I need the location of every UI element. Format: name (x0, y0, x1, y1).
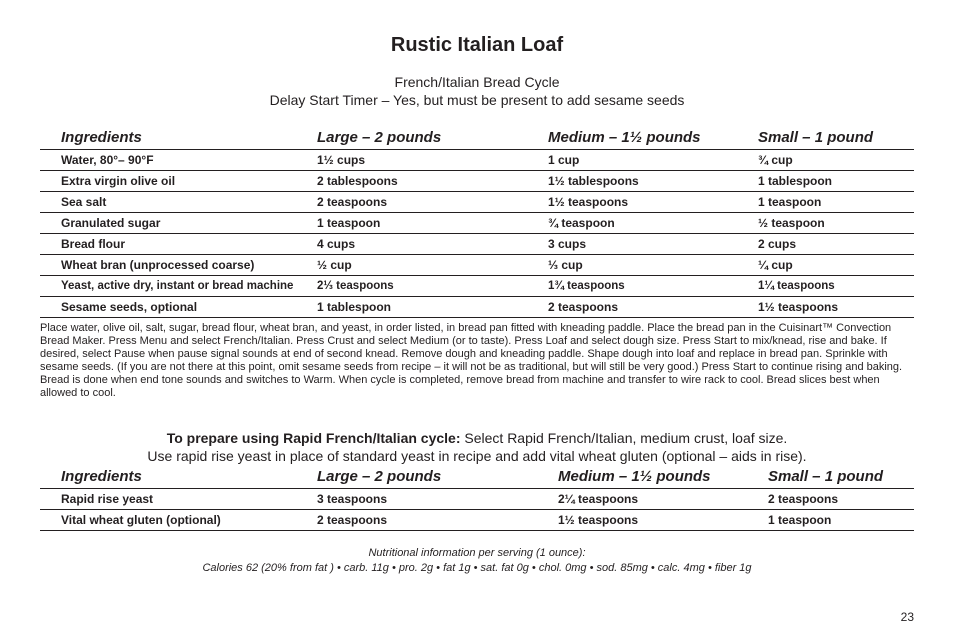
cycle-line: French/Italian Bread Cycle (394, 74, 560, 90)
cell: 2⅓ teaspoons (296, 276, 527, 297)
cell: ½ teaspoon (737, 213, 914, 234)
table-row (40, 510, 914, 531)
table-row (40, 489, 914, 510)
table-row (40, 150, 914, 171)
cell: ⅓ cup (527, 255, 737, 276)
cell: 1 cup (527, 150, 737, 171)
table-row (40, 234, 914, 255)
col-ingredients: Ingredients (40, 127, 296, 150)
cell: ½ cup (296, 255, 527, 276)
cell: 1½ cups (296, 150, 527, 171)
table-header-row (40, 127, 914, 150)
col-medium: Medium – 1½ pounds (527, 127, 737, 150)
cell: 3 cups (527, 234, 737, 255)
cell: Vital wheat gluten (optional) (40, 510, 296, 531)
nutrition-heading: Nutritional information per serving (1 ounce): (368, 547, 586, 559)
cell: Rapid rise yeast (40, 489, 296, 510)
rapid-cycle-text2: Use rapid rise yeast in place of standard yeast in recipe and add vital wheat gluten (optional – aids in rise). (147, 448, 807, 464)
rapid-cycle-text1: Select Rapid French/Italian, medium crust, loaf size. (460, 430, 788, 446)
cell: 1 tablespoon (296, 297, 527, 318)
recipe-title: Rustic Italian Loaf (390, 34, 564, 56)
cell: 1¼ teaspoons (737, 276, 914, 297)
rapid-cycle-lead: To prepare using Rapid French/Italian cycle: (166, 430, 461, 446)
page-number: 23 (900, 610, 914, 624)
delay-timer-line: Delay Start Timer – Yes, but must be present to add sesame seeds (269, 92, 685, 108)
cell: Granulated sugar (40, 213, 296, 234)
table-header-row (40, 466, 914, 489)
cell: 1½ teaspoons (537, 510, 747, 531)
cell: Sea salt (40, 192, 296, 213)
ingredients-table (40, 127, 914, 318)
table-row (40, 192, 914, 213)
table-row (40, 276, 914, 297)
cell: Bread flour (40, 234, 296, 255)
cell: 2 cups (737, 234, 914, 255)
col-large: Large – 2 pounds (296, 466, 537, 489)
col-medium: Medium – 1½ pounds (537, 466, 747, 489)
cell: 2¼ teaspoons (537, 489, 747, 510)
cell: 1 teaspoon (296, 213, 527, 234)
cell: ¼ cup (737, 255, 914, 276)
cell: 2 teaspoons (527, 297, 737, 318)
cell: 1½ teaspoons (737, 297, 914, 318)
table-row (40, 213, 914, 234)
col-ingredients: Ingredients (40, 466, 296, 489)
col-small: Small – 1 pound (747, 466, 914, 489)
cell: 1¾ teaspoons (527, 276, 737, 297)
cell: 1 teaspoon (747, 510, 914, 531)
cell: Wheat bran (unprocessed coarse) (40, 255, 296, 276)
cell: 1½ teaspoons (527, 192, 737, 213)
rapid-cycle-note (0, 429, 954, 465)
cell: 1 teaspoon (737, 192, 914, 213)
nutrition-info (0, 546, 954, 576)
cell: 1½ tablespoons (527, 171, 737, 192)
cell: 2 teaspoons (747, 489, 914, 510)
col-large: Large – 2 pounds (296, 127, 527, 150)
cell: 1 tablespoon (737, 171, 914, 192)
cell: ¾ teaspoon (527, 213, 737, 234)
table-row (40, 297, 914, 318)
cell: 2 tablespoons (296, 171, 527, 192)
cell: ¾ cup (737, 150, 914, 171)
cell: 2 teaspoons (296, 510, 537, 531)
cell: 2 teaspoons (296, 192, 527, 213)
cell: 3 teaspoons (296, 489, 537, 510)
cell: 4 cups (296, 234, 527, 255)
table-row (40, 255, 914, 276)
col-small: Small – 1 pound (737, 127, 914, 150)
table-row (40, 171, 914, 192)
cell: Water, 80°– 90°F (40, 150, 296, 171)
cell: Yeast, active dry, instant or bread machine (40, 276, 296, 297)
nutrition-values: Calories 62 (20% from fat ) • carb. 11g • pro. 2g • fat 1g • sat. fat 0g • chol. 0mg • sod. 85mg • calc. 4mg • fiber 1g (202, 562, 752, 574)
rapid-ingredients-table (40, 466, 914, 531)
instructions-paragraph: Place water, olive oil, salt, sugar, bread flour, wheat bran, and yeast, in order listed, in bread pan fitted with kneading paddle. Place the bread pan in the Cuisinart™ Convection Bread Maker. Press Menu and select French/Italian. Press Crust and select Medium (or to taste). Press Loaf and select dough size. Press Start to mix/knead, rise and bake. If desired, select Pause when pause signal sounds at end of second knead. Remove dough and kneading paddle. Shape dough into loaf and replace in bread pan. Sprinkle with sesame seeds. (If you are not there at this point, omit sesame seeds from recipe – it will not be as traditional, but will still be very good.) Press Start to continue rising and baking. Bread is done when end tone sounds and switches to Warm. When cycle is completed, remove bread from machine and transfer to wire rack to cool. Bread slices best when allowed to cool. (40, 322, 903, 399)
cell: Extra virgin olive oil (40, 171, 296, 192)
cell: Sesame seeds, optional (40, 297, 296, 318)
